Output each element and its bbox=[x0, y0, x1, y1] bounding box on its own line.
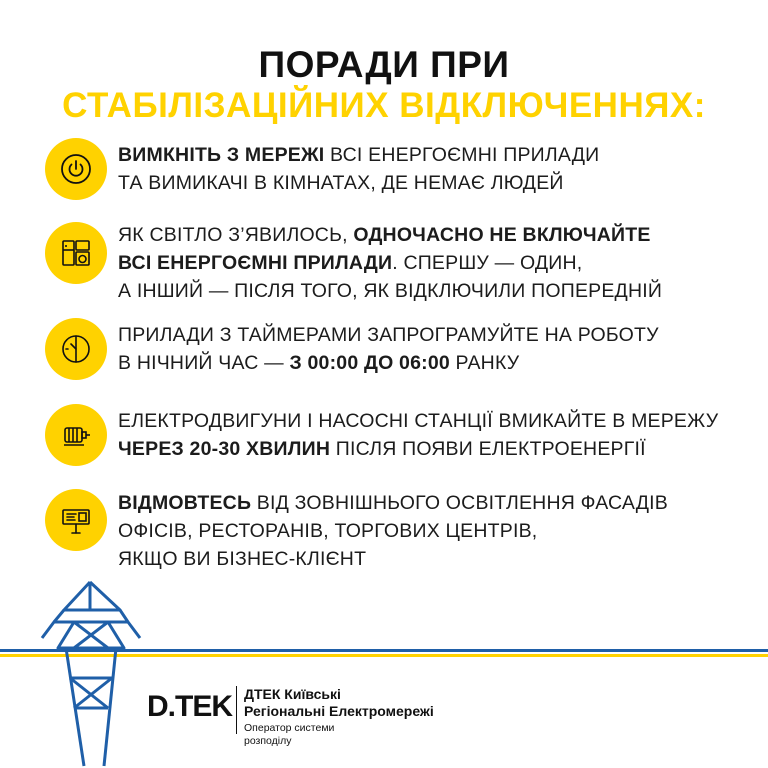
brand-subtitle-line2: розподілу bbox=[244, 735, 292, 747]
logo-divider bbox=[236, 686, 237, 734]
power-tower-icon bbox=[28, 578, 168, 768]
brand-subtitle-line1: Оператор системи bbox=[244, 722, 335, 734]
tip-text: ВИМКНІТЬ З МЕРЕЖІ ВСІ ЕНЕРГОЄМНІ ПРИЛАДИ ТА ВИМИКАЧІ В КІМНАТАХ, ДЕ НЕМАЄ ЛЮДЕЙ bbox=[118, 144, 600, 194]
tip-icon-circle bbox=[45, 404, 107, 466]
page-subtitle: СТАБІЛІЗАЦІЙНИХ ВІДКЛЮЧЕННЯХ: bbox=[62, 86, 706, 125]
brand-name-line1: ДТЕК Київські bbox=[244, 686, 341, 702]
tip-icon-circle bbox=[45, 222, 107, 284]
dtek-logo: D.TEK bbox=[147, 690, 232, 723]
billboard-icon bbox=[60, 504, 92, 536]
brand-name-line2: Регіональні Електромережі bbox=[244, 703, 434, 719]
tip-icon-circle bbox=[45, 318, 107, 380]
appliances-icon bbox=[60, 237, 92, 269]
power-button-icon bbox=[60, 153, 92, 185]
timer-icon bbox=[60, 333, 92, 365]
tip-icon-circle bbox=[45, 138, 107, 200]
tip-text: ПРИЛАДИ З ТАЙМЕРАМИ ЗАПРОГРАМУЙТЕ НА РОБОТУ В НІЧНИЙ ЧАС — З 00:00 ДО 06:00 РАНКУ bbox=[118, 324, 659, 374]
tip-text: ВІДМОВТЕСЬ ВІД ЗОВНІШНЬОГО ОСВІТЛЕННЯ ФАСАДІВ ОФІСІВ, РЕСТОРАНІВ, ТОРГОВИХ ЦЕНТРІВ, ЯКЩО ВИ БІЗНЕС-КЛІЄНТ bbox=[118, 492, 668, 570]
tip-text: ЕЛЕКТРОДВИГУНИ І НАСОСНІ СТАНЦІЇ ВМИКАЙТЕ В МЕРЕЖУ ЧЕРЕЗ 20-30 ХВИЛИН ПІСЛЯ ПОЯВИ ЕЛЕКТРОЕНЕРГІЇ bbox=[118, 410, 719, 460]
tip-icon-circle bbox=[45, 489, 107, 551]
motor-icon bbox=[60, 419, 92, 451]
page-title: ПОРАДИ ПРИ bbox=[258, 44, 510, 85]
tip-text: ЯК СВІТЛО З’ЯВИЛОСЬ, ОДНОЧАСНО НЕ ВКЛЮЧАЙТЕ ВСІ ЕНЕРГОЄМНІ ПРИЛАДИ. СПЕРШУ — ОДИН, А ІНШИЙ — ПІСЛЯ ТОГО, ЯК ВІДКЛЮЧИЛИ ПОПЕРЕДНІЙ bbox=[118, 224, 663, 302]
